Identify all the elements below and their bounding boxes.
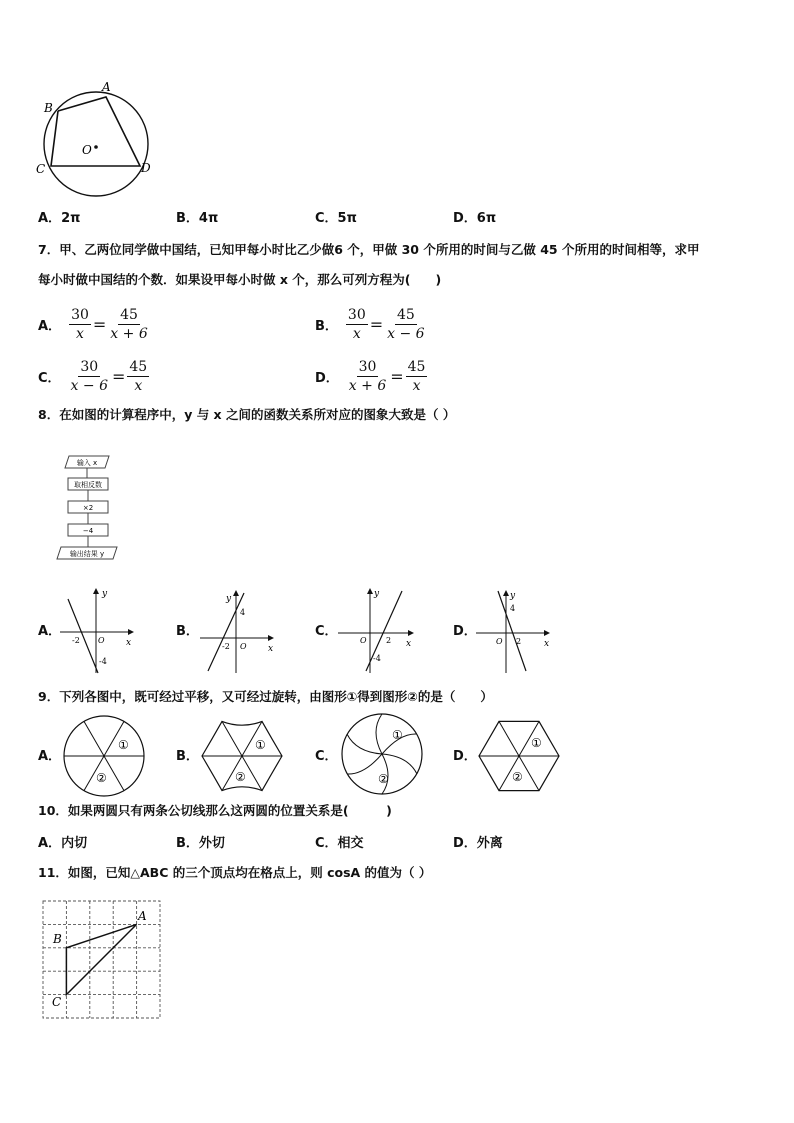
q7-option-b[interactable] [315, 306, 427, 343]
q8-option-c-label[interactable]: C． [315, 624, 338, 639]
shape-2-label: ② [235, 770, 246, 784]
mark-1: 4 [240, 608, 246, 617]
axis-label-x: x [268, 644, 274, 654]
axis-label-y: y [102, 589, 108, 599]
label-a: A [102, 80, 111, 94]
q7-stem-line2: 每小时做中国结的个数．如果设甲每小时做 x 个，那么可列方程为( ) [38, 272, 442, 287]
mark-3: 2 [516, 637, 522, 646]
q8-option-a-label[interactable]: A． [38, 624, 62, 639]
q11-stem: 11．如图，已知△ABC 的三个顶点均在格点上，则 cosA 的值为（ ） [38, 865, 432, 880]
denominator: x − 6 [70, 378, 108, 394]
option-text: 4π [198, 211, 219, 226]
q9-stem: 9．下列各图中，既可经过平移，又可经过旋转，由图形①得到图形②的是（ ） [38, 689, 493, 704]
q9-figure-c[interactable] [340, 711, 426, 797]
spiral-divider [347, 754, 382, 774]
option-label: B． [315, 319, 338, 334]
mark-1: O [360, 636, 367, 645]
fraction-left [69, 358, 110, 395]
option-label: C． [38, 371, 61, 386]
numerator: 30 [71, 307, 89, 323]
denominator: x [352, 326, 361, 342]
q7-option-d[interactable] [315, 358, 427, 395]
option-text: 相交 [337, 836, 364, 851]
fraction-left [346, 306, 368, 343]
denominator: x − 6 [387, 326, 425, 342]
fraction-right [406, 358, 428, 395]
function-line [208, 593, 244, 671]
option-label: A． [38, 319, 62, 334]
y-axis-arrow [233, 590, 239, 596]
option-label: B． [176, 836, 199, 851]
center-point [94, 145, 98, 149]
option-text: 内切 [61, 836, 88, 851]
q6-circle-figure [30, 75, 160, 205]
equals-sign: = [390, 367, 404, 386]
option-label: C． [315, 836, 338, 851]
q9-figure-b[interactable] [200, 713, 286, 799]
q7-option-c[interactable] [38, 358, 149, 395]
flow-step-times2-text: ×2 [82, 504, 94, 512]
mark-3: -4 [373, 654, 381, 663]
numerator: 30 [358, 359, 377, 375]
fraction-right [385, 306, 426, 343]
shape-1-label: ① [255, 738, 266, 752]
x-axis-arrow [128, 629, 134, 635]
q10-option-b[interactable] [176, 832, 225, 851]
numerator: 45 [396, 307, 415, 323]
equals-sign: = [92, 315, 107, 334]
x-axis-arrow [544, 630, 550, 636]
label-c: C [36, 162, 46, 176]
denominator: x + 6 [348, 378, 387, 394]
spiral-divider [376, 714, 382, 754]
option-label: C． [315, 211, 338, 226]
fraction-right [108, 306, 149, 343]
y-axis-arrow [367, 588, 373, 594]
option-label: D． [453, 211, 477, 226]
option-text: 2π [61, 211, 81, 226]
label-c: C [52, 995, 62, 1009]
q8-stem: 8．在如图的计算程序中，y 与 x 之间的函数关系所对应的图象大致是（ ） [38, 407, 456, 422]
numerator: 30 [347, 307, 366, 323]
option-text: 外离 [476, 836, 503, 851]
flow-step-minus4-text: −4 [82, 527, 94, 535]
axis-label-y: y [510, 591, 516, 601]
flow-output-text: 输出结果 y [69, 550, 105, 558]
triangle-abc [66, 924, 136, 994]
axis-label-x: x [544, 639, 550, 649]
axis-label-x: x [406, 639, 412, 649]
numerator: 45 [120, 307, 138, 323]
mark-3: -4 [99, 657, 107, 666]
denominator: x [76, 326, 84, 342]
mark-2: O [98, 636, 105, 645]
option-label: D． [453, 836, 477, 851]
y-axis-arrow [503, 590, 509, 596]
q8-flowchart [55, 452, 145, 564]
q6-option-b[interactable] [176, 207, 218, 226]
flow-step-negate-text: 取相反数 [74, 481, 102, 489]
q9-option-d-label[interactable]: D． [453, 749, 477, 764]
option-label: D． [315, 371, 339, 386]
label-a: A [138, 909, 147, 923]
q8-option-b-label[interactable]: B． [176, 624, 199, 639]
option-label: B． [176, 211, 199, 226]
q9-option-a-label[interactable]: A． [38, 749, 62, 764]
numerator: 45 [129, 359, 148, 375]
q10-option-c[interactable] [315, 832, 364, 851]
q11-grid-figure [36, 896, 166, 1022]
q7-stem-line1: 7．甲、乙两位同学做中国结，已知甲每小时比乙少做6 个，甲做 30 个所用的时间与乙做 45 个所用的时间相等，求甲 [38, 242, 700, 257]
denominator: x + 6 [110, 326, 148, 342]
q10-option-a[interactable] [38, 832, 87, 851]
x-axis-arrow [408, 630, 414, 636]
mark-1: -2 [72, 636, 80, 645]
q9-option-c-label[interactable]: C． [315, 749, 338, 764]
label-o: O [82, 143, 92, 157]
y-axis-arrow [93, 588, 99, 594]
x-axis-arrow [268, 635, 274, 641]
q8-graph-c[interactable] [336, 585, 418, 675]
fraction-left [69, 306, 91, 343]
denominator: x [134, 378, 143, 394]
shape-2-label: ② [96, 771, 107, 785]
option-label: A． [38, 211, 62, 226]
q8-graph-d[interactable] [474, 585, 556, 675]
numerator: 30 [80, 359, 99, 375]
q6-option-d[interactable] [453, 207, 496, 226]
mark-2: 2 [386, 636, 392, 645]
mark-2: O [496, 637, 503, 646]
q6-option-a[interactable] [38, 207, 80, 226]
shape-1-label: ① [531, 736, 542, 750]
mark-2: -2 [222, 642, 230, 651]
shape-1-label: ① [118, 738, 129, 752]
denominator: x [412, 378, 421, 394]
shape-1-label: ① [392, 728, 403, 742]
option-text: 6π [476, 211, 497, 226]
mark-3: O [240, 642, 247, 651]
q9-figure-a[interactable] [62, 713, 148, 799]
circle [44, 92, 148, 196]
option-text: 外切 [198, 836, 225, 851]
axis-label-y: y [226, 594, 232, 604]
label-d: D [141, 161, 151, 175]
shape-2-label: ② [512, 770, 523, 784]
axis-label-x: x [126, 638, 132, 648]
option-text: 5π [337, 211, 357, 226]
fraction-right [127, 358, 149, 395]
q9-figure-d[interactable] [477, 713, 563, 799]
q7-option-a[interactable] [38, 306, 150, 343]
option-label: A． [38, 836, 62, 851]
q10-option-d[interactable] [453, 832, 503, 851]
mark-1: 4 [510, 604, 516, 613]
q9-option-b-label[interactable]: B． [176, 749, 199, 764]
quadrilateral [51, 97, 140, 166]
function-line [366, 591, 402, 671]
function-line [498, 591, 526, 671]
fraction-left [347, 358, 388, 395]
q8-graph-b[interactable] [196, 585, 278, 675]
q8-option-d-label[interactable]: D． [453, 624, 477, 639]
flow-input-text: 输入 x [76, 459, 98, 467]
numerator: 45 [407, 359, 426, 375]
shape-2-label: ② [378, 772, 389, 786]
q8-graph-a[interactable] [58, 585, 138, 675]
q10-stem: 10．如果两圆只有两条公切线那么这两圆的位置关系是( ) [38, 803, 392, 818]
equals-sign: = [111, 367, 126, 386]
axis-label-y: y [374, 589, 380, 599]
equals-sign: = [369, 315, 384, 334]
q6-option-c[interactable] [315, 207, 357, 226]
label-b: B [53, 932, 62, 946]
label-b: B [44, 101, 53, 115]
